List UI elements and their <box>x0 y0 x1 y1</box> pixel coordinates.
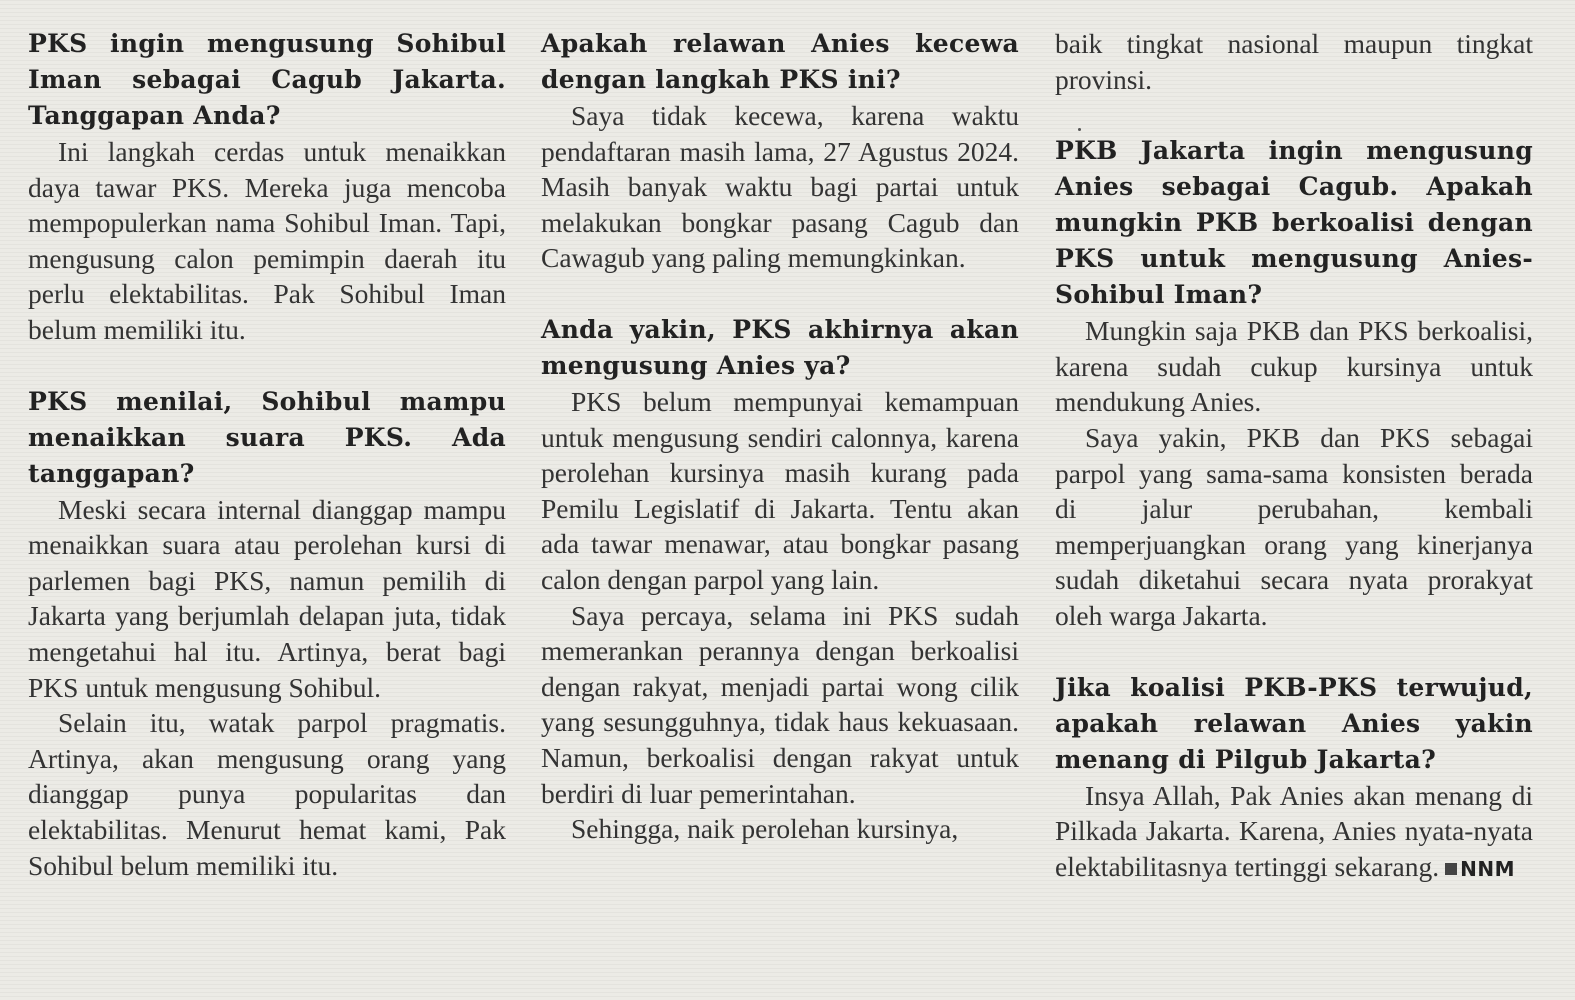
column-1 <box>28 26 506 883</box>
column-2 <box>541 26 1019 847</box>
author-signature: NNM <box>1460 856 1515 881</box>
question-heading: Apakah relawan Anies kecewa dengan langkah PKS ini? <box>541 29 1019 94</box>
answer-paragraph: Saya tidak kecewa, karena waktu pendaftaran masih lama, 27 Agustus 2024. Masih banyak waktu bagi partai untuk melakukan bongkar pasang Cagub dan Cawagub yang paling memungkinkan. <box>541 100 1019 274</box>
answer-paragraph: Meski secara internal dianggap mampu menaikkan suara atau perolehan kursi di parlemen bagi PKS, namun pemilih di Jakarta yang berjumlah delapan juta, tidak mengetahui hal itu. Artinya, berat bagi PKS untuk mengusung Sohibul. <box>28 493 506 703</box>
answer-paragraph: PKS belum mempunyai kemampuan untuk mengusung sendiri calonnya, karena perolehan kursinya masih kurang pada Pemilu Legislatif di Jakarta. Tentu akan ada tawar menawar, atau bongkar pasang calon dengan parpol yang lain. <box>541 385 1019 595</box>
question-heading: PKS menilai, Sohibul mampu menaikkan suara PKS. Ada tanggapan? <box>28 386 506 488</box>
answer-paragraph: Saya yakin, PKB dan PKS sebagai parpol yang sama-sama konsisten berada di jalur perubahan, kembali memperjuangkan orang yang kinerjanya sudah diketahui secara nyata prorakyat oleh warga Jakarta. <box>1055 421 1533 631</box>
answer-text: Insya Allah, Pak Anies akan menang di Pilkada Jakarta. Karena, Anies nyata-nyata elektabilitasnya tertinggi sekarang. <box>1055 779 1533 882</box>
answer-paragraph: Selain itu, watak parpol pragmatis. Artinya, akan mengusung orang yang dianggap punya popularitas dan elektabilitas. Menurut hemat kami, Pak Sohibul belum memiliki itu. <box>28 707 506 881</box>
answer-paragraph: Ini langkah cerdas untuk menaikkan daya tawar PKS. Mereka juga mencoba mempopulerkan nama Sohibul Iman. Tapi, mengusung calon pemimpin daerah itu perlu elektabilitas. Pak Sohibul Iman belum memiliki itu. <box>28 136 506 345</box>
answer-paragraph <box>1055 778 1533 888</box>
answer-paragraph-continued: baik tingkat nasional maupun tingkat provinsi. <box>1055 28 1533 95</box>
question-heading: Anda yakin, PKS akhirnya akan mengusung Anies ya? <box>541 314 1019 380</box>
answer-paragraph: Saya percaya, selama ini PKS sudah memerankan perannya dengan berkoalisi dengan rakyat, menjadi partai wong cilik yang sesungguhnya, tidak haus kekuasaan. Namun, berkoalisi dengan rakyat untuk berdiri di luar pemerintahan. <box>541 599 1019 809</box>
column-3 <box>1055 26 1533 887</box>
question-heading: PKB Jakarta ingin mengusung Anies sebagai Cagub. Apakah mungkin PKB berkoalisi dengan PKS untuk mengusung Anies-Sohibul Iman? <box>1055 136 1533 310</box>
end-mark-icon <box>1445 863 1457 875</box>
question-heading: Jika koalisi PKB-PKS terwujud, apakah relawan Anies yakin menang di Pilgub Jakarta? <box>1055 672 1533 774</box>
answer-paragraph: Sehingga, naik perolehan kursinya, <box>571 813 959 845</box>
question-heading: PKS ingin mengusung Sohibul Iman sebagai Cagub Jakarta. Tanggapan Anda? <box>28 29 506 130</box>
answer-paragraph: Mungkin saja PKB dan PKS berkoalisi, karena sudah cukup kursinya untuk mendukung Anies. <box>1055 315 1533 418</box>
